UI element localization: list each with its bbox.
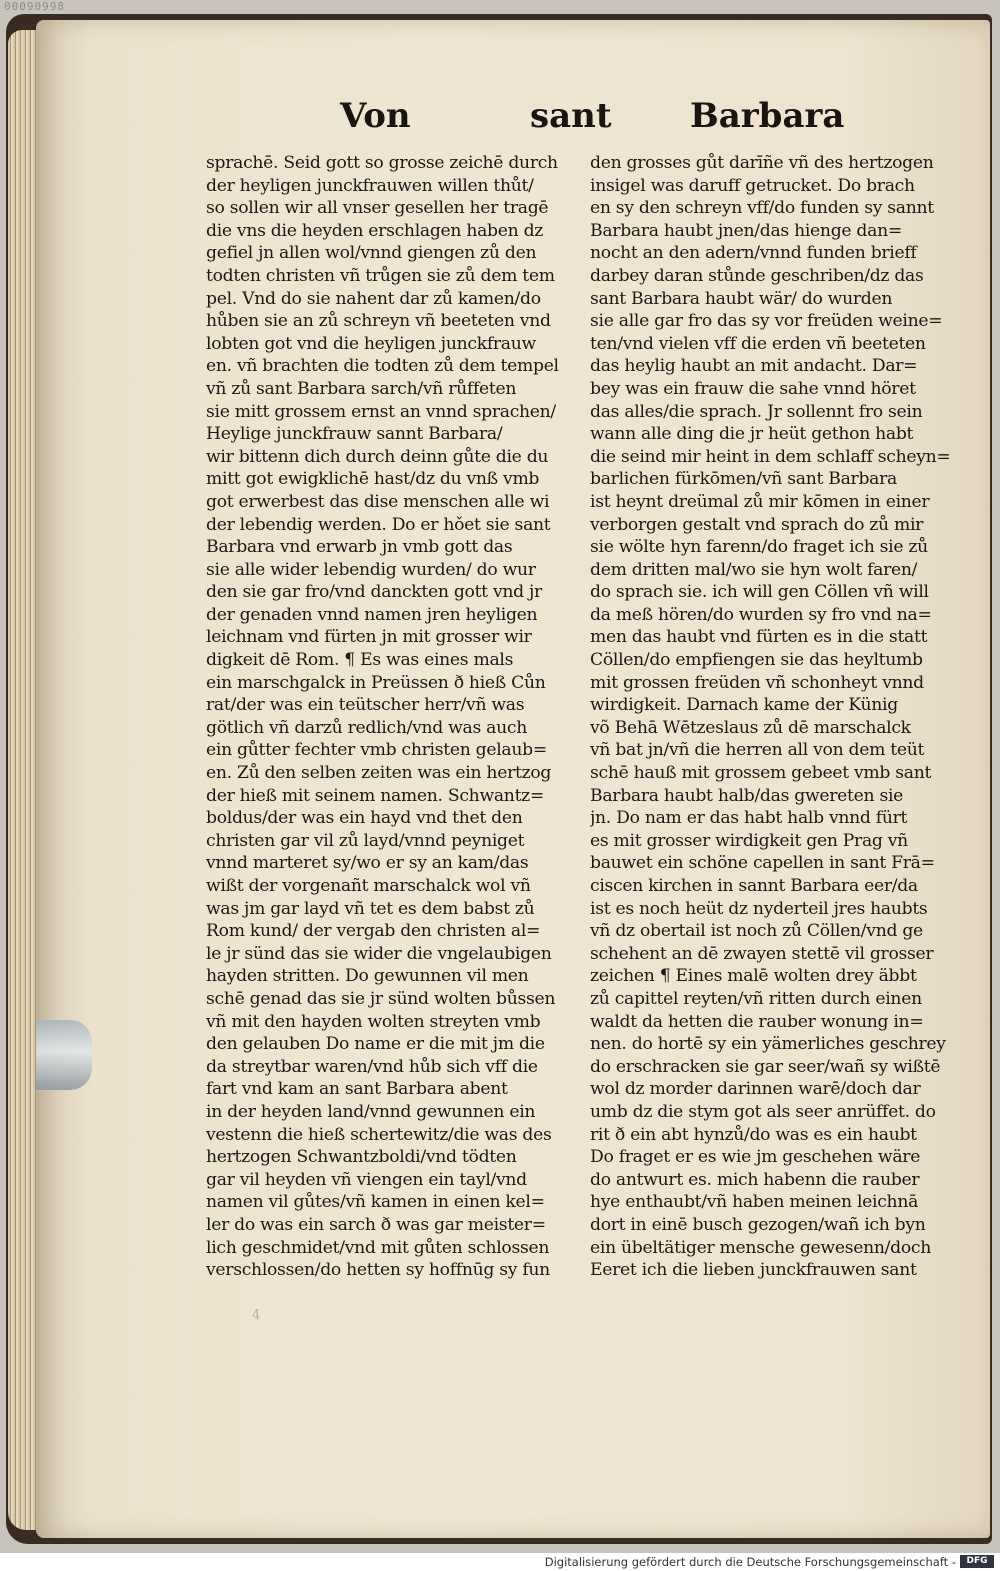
text-line: in der heyden land/vnnd gewunnen ein xyxy=(206,1101,536,1122)
running-head-word: Barbara xyxy=(690,96,845,136)
text-line: die seind mir heint in dem schlaff scheyn= xyxy=(590,446,951,467)
text-line: wol dz morder darinnen warē/doch dar xyxy=(590,1079,921,1100)
text-line: sie mitt grossem ernst an vnnd sprachen/ xyxy=(206,401,556,422)
text-line: zeichen ¶ Eines malē wolten drey äbbt xyxy=(590,966,917,987)
text-line: was jm gar layd vñ tet es dem babst zů xyxy=(206,898,535,919)
text-line: võ Behā Wētzeslaus zů dē marschalck xyxy=(590,717,911,738)
text-line: es mit grosser wirdigkeit gen Prag vñ xyxy=(590,830,908,851)
text-line: ler do was ein sarch ð was gar meister= xyxy=(206,1214,546,1235)
margin-note: 4 xyxy=(252,1308,261,1323)
running-head-word: Von xyxy=(340,96,411,136)
text-line: das heylig haubt an mit andacht. Dar= xyxy=(590,356,918,377)
text-line: ist es noch heüt dz nyderteil jres haubts xyxy=(590,898,928,919)
text-line: mit grossen freüden vñ schonheyt vnnd xyxy=(590,672,924,693)
text-line: dem dritten mal/wo sie hyn wolt faren/ xyxy=(590,559,918,580)
text-line: en sy den schreyn vff/do funden sy sannt xyxy=(590,198,934,219)
text-line: den gelauben Do name er die mit jm die xyxy=(206,1034,545,1055)
text-line: Barbara vnd erwarb jn vmb gott das xyxy=(206,537,513,558)
text-line: sie alle gar fro das sy vor freüden weine= xyxy=(590,311,943,332)
text-line: lich geschmidet/vnd mit gůten schlossen xyxy=(206,1237,550,1258)
text-column-right xyxy=(590,152,960,1282)
text-line: waldt da hetten die rauber wonung in= xyxy=(590,1011,924,1032)
footer-bar xyxy=(0,1553,1000,1571)
text-line: men das haubt vnd fürten es in die statt xyxy=(590,627,928,648)
text-line: sprachē. Seid gott so grosse zeichē durch xyxy=(206,153,558,173)
text-line: boldus/der was ein hayd vnd thet den xyxy=(206,808,523,829)
text-line: wirdigkeit. Darnach kame der Künig xyxy=(590,695,898,716)
text-line: fart vnd kam an sant Barbara abent xyxy=(206,1079,508,1100)
text-line: vñ mit den hayden wolten streyten vmb xyxy=(206,1011,541,1032)
text-line: lobten got vnd die heyligen junckfrauw xyxy=(206,333,536,354)
text-line: ein gůtter fechter vmb christen gelaub= xyxy=(206,740,547,761)
text-line: got erwerbest das dise menschen alle wi xyxy=(206,491,550,512)
text-line: dort in einē busch gezogen/wañ ich byn xyxy=(590,1214,926,1235)
text-line: Barbara haubt halb/das gwereten sie xyxy=(590,785,904,806)
text-line: insigel was daruff getrucket. Do brach xyxy=(590,175,915,196)
text-line: rit ð ein abt hynzů/do was es ein haubt xyxy=(590,1124,917,1145)
running-head-word: sant xyxy=(530,96,612,136)
page-clip xyxy=(36,1020,92,1090)
text-line: schē hauß mit grossem gebeet vmb sant xyxy=(590,763,932,784)
text-line: Rom kund/ der vergab den christen al= xyxy=(206,921,541,942)
text-line: christen gar vil zů layd/vnnd peyniget xyxy=(206,830,525,851)
text-line: mitt got ewigklichē hast/dz du vnß vmb xyxy=(206,469,540,490)
text-line: da meß hören/do wurden sy fro vnd na= xyxy=(590,604,932,625)
text-line: sie alle wider lebendig wurden/ do wur xyxy=(206,559,536,580)
text-line: vñ bat jn/vñ die herren all von dem teüt xyxy=(590,740,925,761)
text-column-left xyxy=(206,152,576,1282)
text-line: Eeret ich die lieben junckfrauwen sant xyxy=(590,1260,917,1281)
text-line: leichnam vnd fürten jn mit grosser wir xyxy=(206,627,532,648)
text-line: hayden stritten. Do gewunnen vil men xyxy=(206,966,529,987)
text-line: wann alle ding die jr heüt gethon habt xyxy=(590,424,914,445)
text-line: das alles/die sprach. Jr sollennt fro sein xyxy=(590,401,923,422)
text-line: en. vñ brachten die todten zů dem tempel xyxy=(206,356,559,377)
text-line: den sie gar fro/vnd danckten gott vnd jr xyxy=(206,582,542,603)
text-line: sie wölte hyn farenn/do fraget ich sie zů xyxy=(590,537,928,558)
text-line: en. Zů den selben zeiten was ein hertzog xyxy=(206,763,552,784)
text-line: gefiel jn allen wol/vnnd giengen zů den xyxy=(206,243,537,264)
text-line: schē genad das sie jr sünd wolten bůssen xyxy=(206,988,556,1009)
text-line: schehent an dē zwayen stettē vil grosser xyxy=(590,943,934,964)
text-line: der heyligen junckfrauwen willen thůt/ xyxy=(206,175,534,196)
text-line: jn. Do nam er das habt halb vnnd fürt xyxy=(590,808,908,829)
text-line: wir bittenn dich durch deinn gůte die du xyxy=(206,446,549,467)
text-line: verschlossen/do hetten sy hoffnūg sy fun xyxy=(206,1260,550,1281)
text-line: bauwet ein schöne capellen in sant Frā= xyxy=(590,853,935,874)
text-line: ciscen kirchen in sannt Barbara eer/da xyxy=(590,876,918,896)
text-line: hůben sie an zů schreyn vñ beeteten vnd xyxy=(206,311,551,332)
text-line: so sollen wir all vnser gesellen her tragē xyxy=(206,198,549,219)
text-line: ten/vnd vielen vff die erden vñ beeteten xyxy=(590,333,926,354)
text-line: ein übeltätiger mensche gewesenn/doch xyxy=(590,1237,931,1258)
text-line: barlichen fürkōmen/vñ sant Barbara xyxy=(590,469,897,490)
text-line: bey was ein frauw die sahe vnnd höret xyxy=(590,378,916,399)
dfg-logo: DFG xyxy=(960,1555,994,1568)
text-line: todten christen vñ trůgen sie zů dem tem xyxy=(206,265,555,286)
running-head xyxy=(340,96,845,140)
text-line: namen vil gůtes/vñ kamen in einen kel= xyxy=(206,1192,545,1213)
text-line: do antwurt es. mich habenn die rauber xyxy=(590,1169,920,1190)
text-line: hertzogen Schwantzboldi/vnd tödten xyxy=(206,1147,517,1168)
text-line: die vns die heyden erschlagen haben dz xyxy=(206,220,544,241)
text-line: gar vil heyden vñ viengen ein tayl/vnd xyxy=(206,1169,527,1190)
footer-credit: Digitalisierung gefördert durch die Deutsche Forschungsgemeinschaft - xyxy=(544,1555,956,1569)
text-line: Heylige junckfrauw sannt Barbara/ xyxy=(206,424,503,445)
text-line: verborgen gestalt vnd sprach do zů mir xyxy=(590,514,924,535)
text-line: Cöllen/do empfiengen sie das heyltumb xyxy=(590,650,923,671)
text-line: digkeit dē Rom. ¶ Es was eines mals xyxy=(206,650,514,671)
text-line: ist heynt dreümal zů mir kōmen in einer xyxy=(590,491,930,512)
text-line: vnnd marteret sy/wo er sy an kam/das xyxy=(206,853,529,874)
text-line: do sprach sie. ich will gen Cöllen vñ will xyxy=(590,582,929,603)
text-line: der hieß mit seinem namen. Schwantz= xyxy=(206,785,545,806)
text-line: umb dz die stym got als seer anrüffet. do xyxy=(590,1101,936,1122)
scan-id: 00090998 xyxy=(4,0,65,13)
text-line: zů capittel reyten/vñ ritten durch einen xyxy=(590,988,922,1009)
text-line: vñ dz obertail ist noch zů Cöllen/vnd ge xyxy=(590,921,923,942)
text-line: götlich vñ darzů redlich/vnd was auch xyxy=(206,717,527,738)
text-line: do erschracken sie gar seer/wañ sy wißtē xyxy=(590,1056,941,1077)
text-line: nen. do hortē sy ein yämerliches geschrey xyxy=(590,1034,946,1055)
text-line: Barbara haubt jnen/das hienge dan= xyxy=(590,220,902,241)
text-line: den grosses gůt darīñe vñ des hertzogen xyxy=(590,153,934,173)
text-line: da streytbar waren/vnd hůb sich vff die xyxy=(206,1056,538,1077)
text-line: nocht an den adern/vnnd funden brieff xyxy=(590,243,917,264)
text-line: Do fraget er es wie jm geschehen wäre xyxy=(590,1147,921,1168)
text-line: wißt der vorgenañt marschalck wol vñ xyxy=(206,876,531,896)
text-line: vñ zů sant Barbara sarch/vñ růffeten xyxy=(206,378,517,399)
text-line: hye enthaubt/vñ haben meinen leichnā xyxy=(590,1192,919,1213)
text-line: rat/der was ein teütscher herr/vñ was xyxy=(206,695,525,716)
text-line: der genaden vnnd namen jren heyligen xyxy=(206,604,538,625)
text-line: ein marschgalck in Preüssen ð hieß Cůn xyxy=(206,672,546,693)
text-line: le jr sünd das sie wider die vngelaubigen xyxy=(206,943,552,964)
text-line: der lebendig werden. Do er hǒet sie sant xyxy=(206,514,551,535)
text-line: sant Barbara haubt wär/ do wurden xyxy=(590,288,893,309)
text-line: darbey daran stůnde geschriben/dz das xyxy=(590,265,924,286)
text-line: vestenn die hieß schertewitz/die was des xyxy=(206,1124,552,1145)
text-line: pel. Vnd do sie nahent dar zů kamen/do xyxy=(206,288,541,309)
